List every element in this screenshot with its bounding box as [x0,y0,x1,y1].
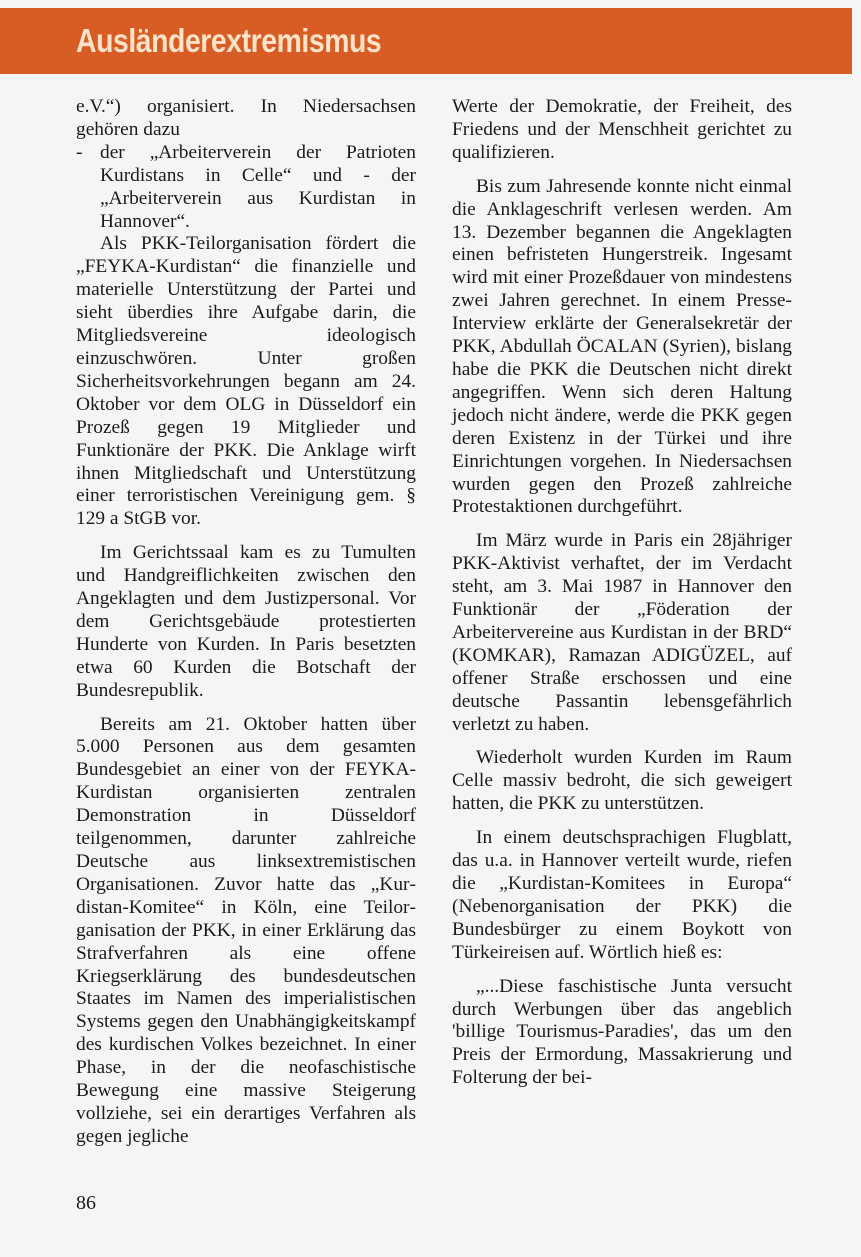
paragraph: e.V.“) organisiert. In Niedersachsen gehören dazu [76,96,416,140]
page-number: 86 [76,1192,96,1214]
list-item-text: der „Arbeiterverein der Patrioten Kurdistans in Celle“ und - der „Arbeiterverein aus Kurdistan in Hannover“. [100,141,416,232]
paragraph: Werte der Demokratie, der Freiheit, des Friedens und der Menschheit gerichtet zu qualifizieren. [452,96,792,163]
list-item [76,142,416,234]
paragraph: Bis zum Jahresende konnte nicht einmal die Anklageschrift verlesen werden. Am 13. Dezember begannen die Angeklagten einen befristeten Hungerstreik. Ingesamt wird mit einer Prozeßdauer von mindestens zwei Jahren gerechnet. In einem Presse-Interview erklärte der Generalsekretär der PKK, Abdullah ÖCALAN (Syrien), bislang habe die PKK die Deutschen nicht direkt angegriffen. Wenn sich deren Haltung jedoch nicht ändere, werde die PKK gegen deren Existenz in der Türkei und ihre Einrichtungen vorgehen. In Niedersachsen wurden gegen den Prozeß zahlreiche Protestaktionen durchgeführt. [452,175,792,518]
page-title: Ausländerextremismus [76,22,382,59]
left-column [76,96,416,1149]
paragraph: Bereits am 21. Oktober hatten über 5.000 Personen aus dem gesamten Bundesgebiet an einer von der FEYKA-Kurdistan organisierten zentralen Demonstration in Düsseldorf teilgenommen, darunter zahlreiche Deutsche aus linksextremistischen Organisationen. Zuvor hatte das „Kurdistan-Komitee“ in Köln, eine Teilorganisation der PKK, in einer Erklärung das Strafverfahren als eine offene Kriegserklärung des bundesdeutschen Staates im Namen des imperialistischen Systems gegen den Unabhängigkeitskampf des kurdischen Volkes bezeichnet. In einer Phase, in der die neofaschistische Bewegung eine massive Steigerung vollziehe, sei ein derartiges Verfahren als gegen jegliche [76,713,416,1147]
quote-paragraph: „...Diese faschistische Junta versucht durch Werbungen über das angeblich 'billige Tourismus-Paradies', das um den Preis der Ermordung, Massakrierung und Folterung der bei- [452,975,792,1089]
paragraph: Wiederholt wurden Kurden im Raum Celle massiv bedroht, die sich geweigert hatten, die PKK zu unterstützen. [452,747,792,815]
bullet-dash: - [76,141,83,163]
paragraph: Als PKK-Teilorganisation fördert die „FEYKA-Kurdistan“ die finanzielle und materielle Unterstützung der Partei und sieht überdies ihre Aufgabe darin, die Mitgliedsvereine ideologisch einzuschwören. Unter großen Sicherheitsvorkehrungen begann am 24. Oktober vor dem OLG in Düsseldorf ein Prozeß gegen 19 Mitglieder und Funktionäre der PKK. Die Anklage wirft ihnen Mitgliedschaft und Unterstützung einer terroristischen Vereinigung gem. § 129 a StGB vor. [76,233,416,530]
paragraph: Im März wurde in Paris ein 28jähriger PKK-Aktivist verhaftet, der im Verdacht steht, am 3. Mai 1987 in Hannover den Funktionär der „Föderation der Arbeitervereine aus Kurdistan in der BRD“ (KOMKAR), Ramazan ADIGÜZEL, auf offener Straße erschossen und eine deutsche Passantin lebensgefährlich verletzt zu haben. [452,530,792,735]
paragraph: In einem deutschsprachigen Flugblatt, das u.a. in Hannover verteilt wurde, riefen die „Kurdistan-Komitees in Europa“ (Nebenorganisation der PKK) die Bundesbürger zu einem Boykott von Türkeireisen auf. Wörtlich hieß es: [452,827,792,963]
paragraph: Im Gerichtssaal kam es zu Tumulten und Handgreiflichkeiten zwischen den Angeklagten und dem Justizpersonal. Vor dem Gerichtsgebäude protestierten Hunderte von Kurden. In Paris besetzten etwa 60 Kurden die Botschaft der Bundesrepublik. [76,542,416,701]
right-column [452,96,792,1090]
